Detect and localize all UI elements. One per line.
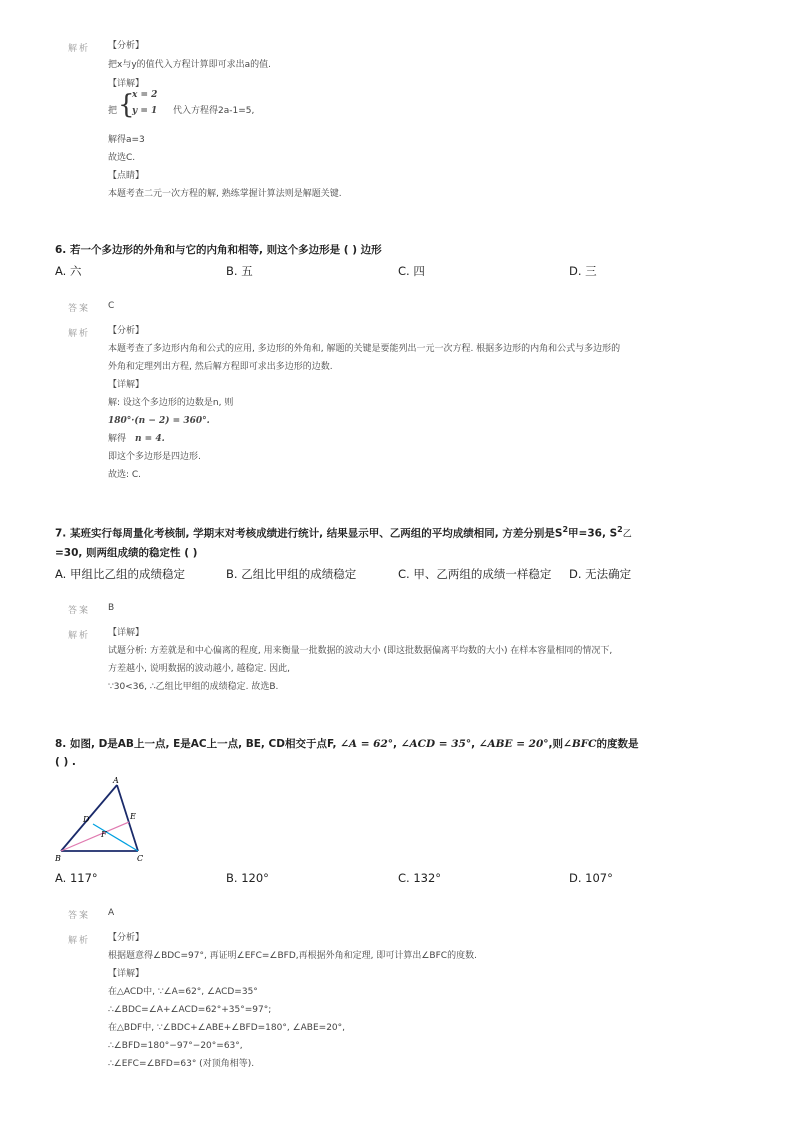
q7-option-d: D. 无法确定: [569, 567, 632, 581]
q8-xiangjie-label: 【详解】: [108, 969, 145, 979]
dianjing-text: 本题考查二元一次方程的解, 熟练掌握计算法则是解题关键.: [108, 189, 342, 199]
q6-equation-2: n = 4.: [135, 434, 165, 444]
q8-line-5: ∴∠EFC=∠BFD=63° (对顶角相等).: [108, 1059, 255, 1069]
q6-option-a: A. 六: [55, 264, 82, 278]
label-b: B: [55, 854, 61, 863]
system-brace: {: [118, 90, 135, 120]
q8-option-b: B. 120°: [226, 871, 269, 885]
label-c: C: [137, 854, 144, 863]
q6-line-1: 解: 设这个多边形的边数是n, 则: [108, 398, 234, 408]
label-e: E: [130, 812, 136, 821]
q7-stem-line-1: 7. 某班实行每周量化考核制, 学期末对考核成绩进行统计, 结果显示甲、乙两组的平均成绩相同, 方差分别是$S^2$甲=36, $S^2$乙: [55, 525, 632, 540]
q7-jiexi-tag: 解析: [68, 631, 91, 641]
segment-be: [61, 822, 129, 851]
q7-option-b: B. 乙组比甲组的成绩稳定: [226, 567, 357, 581]
q6-fenxi-label: 【分析】: [108, 326, 145, 336]
guxuan-text: 故选C.: [108, 153, 136, 163]
jiede-text: 解得a=3: [108, 135, 145, 145]
jiexi-tag: 解析: [68, 44, 91, 54]
q8-line-4: ∴∠BFD=180°−97°−20°=63°,: [108, 1041, 243, 1051]
q8-line-1: 在△ACD中, ∵∠A=62°, ∠ACD=35°: [108, 987, 258, 997]
q6-jiede: 解得: [108, 434, 127, 444]
q7-text-2: 方差越小, 说明数据的波动越小, 越稳定. 因此,: [108, 664, 291, 674]
q7-option-a: A. 甲组比乙组的成绩稳定: [55, 567, 185, 581]
q8-daan-tag: 答案: [68, 911, 91, 921]
q6-option-d: D. 三: [569, 264, 597, 278]
fenxi-text: 把x与y的值代入方程计算即可求出a的值.: [108, 60, 272, 70]
system-line-1: x = 2: [132, 90, 158, 100]
q7-answer: B: [108, 603, 115, 613]
q6-option-c: C. 四: [398, 264, 425, 278]
xiangjie-label: 【详解】: [108, 79, 145, 89]
q6-option-b: B. 五: [226, 264, 253, 278]
dianjing-label: 【点睛】: [108, 171, 145, 181]
q8-option-c: C. 132°: [398, 871, 442, 885]
q6-line-4: 故选: C.: [108, 470, 142, 480]
triangle-figure: [55, 777, 165, 867]
q8-fenxi-text: 根据题意得∠BDC=97°, 再证明∠EFC=∠BFD,再根据外角和定理, 即可计算出∠BFC的度数.: [108, 951, 477, 961]
daoru-text: 代入方程得2a-1=5,: [173, 106, 255, 116]
q6-fenxi-text-1: 本题考查了多边形内角和公式的应用, 多边形的外角和, 解题的关键是要能列出一元一次方程. 根据多边形的内角和公式与多边形的: [108, 344, 621, 354]
q6-jiexi-tag: 解析: [68, 329, 91, 339]
q6-answer: C: [108, 301, 115, 311]
q8-jiexi-tag: 解析: [68, 936, 91, 946]
q6-stem: 6. 若一个多边形的外角和与它的内角和相等, 则这个多边形是 ( ) 边形: [55, 244, 382, 256]
q7-text-1: 试题分析: 方差就是和中心偏离的程度, 用来衡量一批数据的波动大小 (即这批数据偏离平均数的大小) 在样本容量相同的情况下,: [108, 646, 613, 656]
q7-daan-tag: 答案: [68, 606, 91, 616]
q6-fenxi-text-2: 外角和定理列出方程, 然后解方程即可求出多边形的边数.: [108, 362, 333, 372]
q6-xiangjie-label: 【详解】: [108, 380, 145, 390]
q8-line-3: 在△BDF中, ∵∠BDC+∠ABE+∠BFD=180°, ∠ABE=20°,: [108, 1023, 346, 1033]
q8-stem-line-2: ( ) .: [55, 756, 76, 768]
q7-xiangjie-label: 【详解】: [108, 628, 145, 638]
fenxi-label: 【分析】: [108, 41, 145, 51]
q6-equation-1: 180°·(n − 2) = 360°.: [108, 416, 210, 426]
q8-answer: A: [108, 908, 115, 918]
q7-option-c: C. 甲、乙两组的成绩一样稳定: [398, 567, 552, 581]
system-line-2: y = 1: [132, 106, 158, 116]
label-a: A: [113, 777, 119, 785]
q8-stem-line-1: 8. 如图, D是AB上一点, E是AC上一点, BE, CD相交于点F, ∠A = 62°, ∠ACD = 35°, ∠ABE = 20°,则∠BFC的度数是: [55, 738, 639, 750]
q6-daan-tag: 答案: [68, 304, 91, 314]
q8-line-2: ∴∠BDC=∠A+∠ACD=62°+35°=97°;: [108, 1005, 272, 1015]
q6-line-3: 即这个多边形是四边形.: [108, 452, 201, 462]
ba-text: 把: [108, 106, 118, 116]
q8-fenxi-label: 【分析】: [108, 933, 145, 943]
label-f: F: [101, 830, 107, 839]
label-d: D: [83, 815, 90, 824]
q8-option-d: D. 107°: [569, 871, 613, 885]
q8-option-a: A. 117°: [55, 871, 98, 885]
q7-text-3: ∵30<36, ∴乙组比甲组的成绩稳定. 故选B.: [108, 682, 279, 692]
q7-stem-line-2: =30, 则两组成绩的稳定性 ( ): [55, 547, 198, 559]
